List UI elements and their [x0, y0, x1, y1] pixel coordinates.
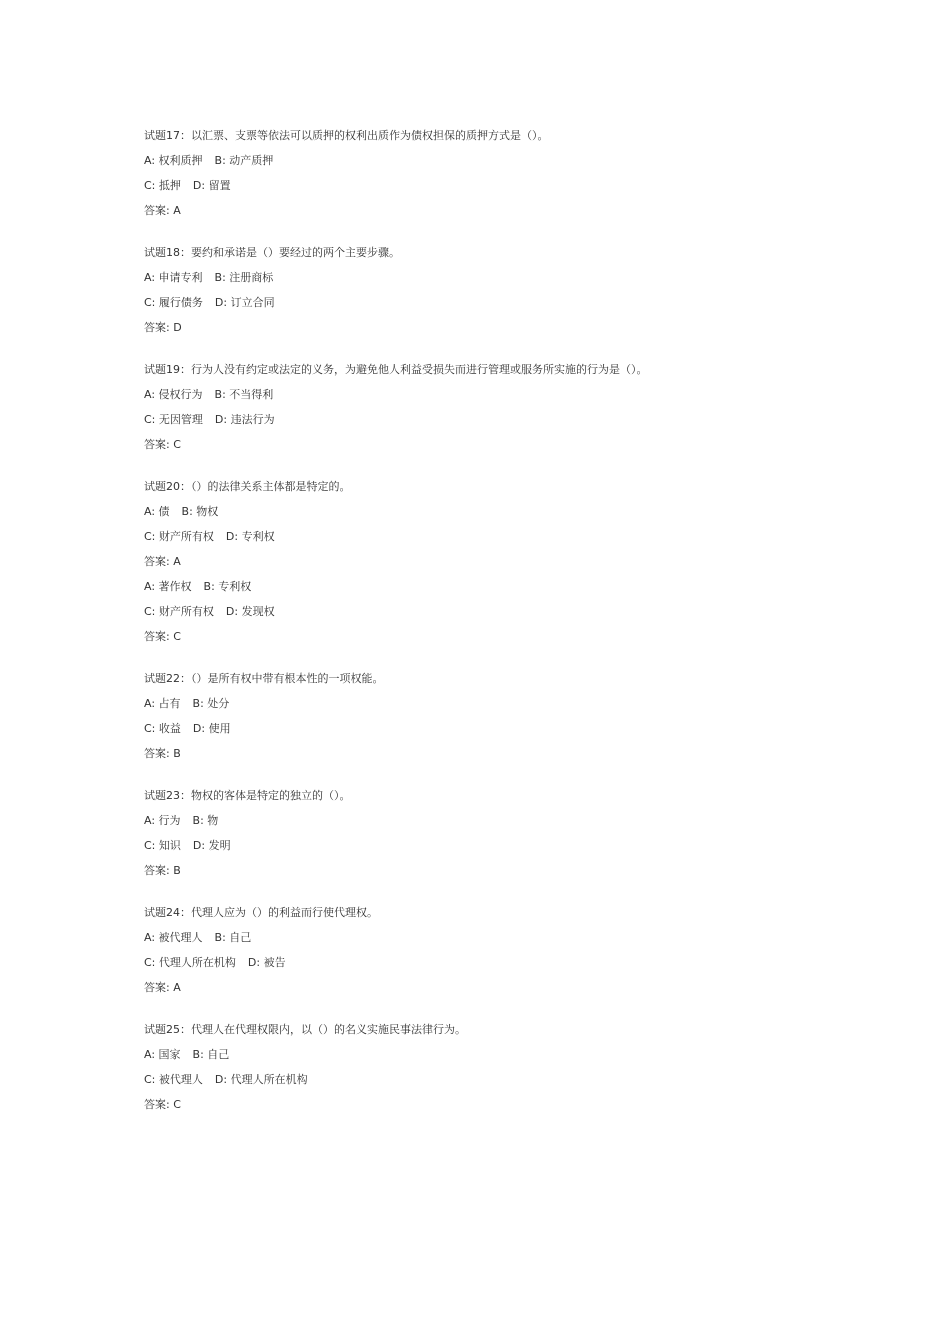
option-c: C: 收益: [144, 722, 181, 735]
options-row-ab: [144, 1045, 844, 1070]
options-row-cd: [144, 602, 844, 627]
answer: 答案: A: [144, 555, 181, 568]
option-a: A: 权利质押: [144, 154, 203, 167]
option-a: A: 行为: [144, 814, 181, 827]
options-row-ab: [144, 151, 844, 176]
option-d: D: 留置: [192, 179, 231, 192]
option-b: B: 处分: [192, 697, 230, 710]
question-25: [144, 1020, 844, 1115]
options-row-cd: [144, 176, 844, 201]
option-a: A: 申请专利: [144, 271, 203, 284]
option-d: D: 订立合同: [214, 296, 275, 309]
options-row-cd: [144, 953, 844, 978]
option-b: B: 注册商标: [214, 271, 274, 284]
options-row-ab: [144, 268, 844, 293]
question-18: [144, 243, 844, 338]
question-stem: 试题22：（）是所有权中带有根本性的一项权能。: [144, 672, 384, 685]
option-c: C: 财产所有权: [144, 530, 214, 543]
question-stem: 试题24：代理人应为（）的利益而行使代理权。: [144, 906, 378, 919]
option-a: A: 被代理人: [144, 931, 203, 944]
options-row-cd: [144, 719, 844, 744]
option-b: B: 自己: [192, 1048, 230, 1061]
option-a: A: 国家: [144, 1048, 181, 1061]
answer: 答案: B: [144, 747, 181, 760]
question-23: [144, 786, 844, 881]
option-b: B: 自己: [214, 931, 252, 944]
option-d: D: 被告: [247, 956, 286, 969]
option-b: B: 动产质押: [214, 154, 274, 167]
option-b: B: 物权: [181, 505, 219, 518]
option-d: D: 违法行为: [214, 413, 275, 426]
options-row-cd: [144, 293, 844, 318]
option-c: C: 知识: [144, 839, 181, 852]
question-stem: 试题23：物权的客体是特定的独立的（）。: [144, 789, 351, 802]
options-row-ab: [144, 502, 844, 527]
question-19: [144, 360, 844, 455]
answer: 答案: C: [144, 630, 181, 643]
option-a: A: 债: [144, 505, 170, 518]
answer: 答案: C: [144, 438, 181, 451]
options-row-ab: [144, 694, 844, 719]
options-row-ab: [144, 928, 844, 953]
answer: 答案: B: [144, 864, 181, 877]
question-stem: 试题25：代理人在代理权限内，以（）的名义实施民事法律行为。: [144, 1023, 466, 1036]
options-row-ab: [144, 385, 844, 410]
question-17: [144, 126, 844, 221]
option-b: B: 不当得利: [214, 388, 274, 401]
option-d: D: 代理人所在机构: [214, 1073, 308, 1086]
option-d: D: 发现权: [225, 605, 275, 618]
document-page: [144, 126, 844, 1137]
option-c: C: 被代理人: [144, 1073, 203, 1086]
question-24: [144, 903, 844, 998]
answer: 答案: C: [144, 1098, 181, 1111]
answer: 答案: A: [144, 204, 181, 217]
question-22: [144, 669, 844, 764]
options-row-cd: [144, 410, 844, 435]
option-c: C: 履行债务: [144, 296, 203, 309]
option-d: D: 专利权: [225, 530, 275, 543]
option-c: C: 无因管理: [144, 413, 203, 426]
options-row-cd: [144, 1070, 844, 1095]
option-d: D: 使用: [192, 722, 231, 735]
option-a: A: 占有: [144, 697, 181, 710]
option-a: A: 侵权行为: [144, 388, 203, 401]
answer: 答案: A: [144, 981, 181, 994]
option-b: B: 物: [192, 814, 219, 827]
answer: 答案: D: [144, 321, 182, 334]
option-c: C: 抵押: [144, 179, 181, 192]
options-row-cd: [144, 527, 844, 552]
options-row-ab: [144, 577, 844, 602]
question-20: [144, 477, 844, 647]
options-row-cd: [144, 836, 844, 861]
option-c: C: 财产所有权: [144, 605, 214, 618]
question-stem: 试题17：以汇票、支票等依法可以质押的权利出质作为债权担保的质押方式是（）。: [144, 129, 549, 142]
option-a: A: 著作权: [144, 580, 192, 593]
option-c: C: 代理人所在机构: [144, 956, 236, 969]
options-row-ab: [144, 811, 844, 836]
question-stem: 试题18：要约和承诺是（）要经过的两个主要步骤。: [144, 246, 400, 259]
question-stem: 试题19：行为人没有约定或法定的义务，为避免他人利益受损失而进行管理或服务所实施的行为是（）。: [144, 363, 648, 376]
question-stem: 试题20：（）的法律关系主体都是特定的。: [144, 480, 351, 493]
option-d: D: 发明: [192, 839, 231, 852]
option-b: B: 专利权: [203, 580, 252, 593]
